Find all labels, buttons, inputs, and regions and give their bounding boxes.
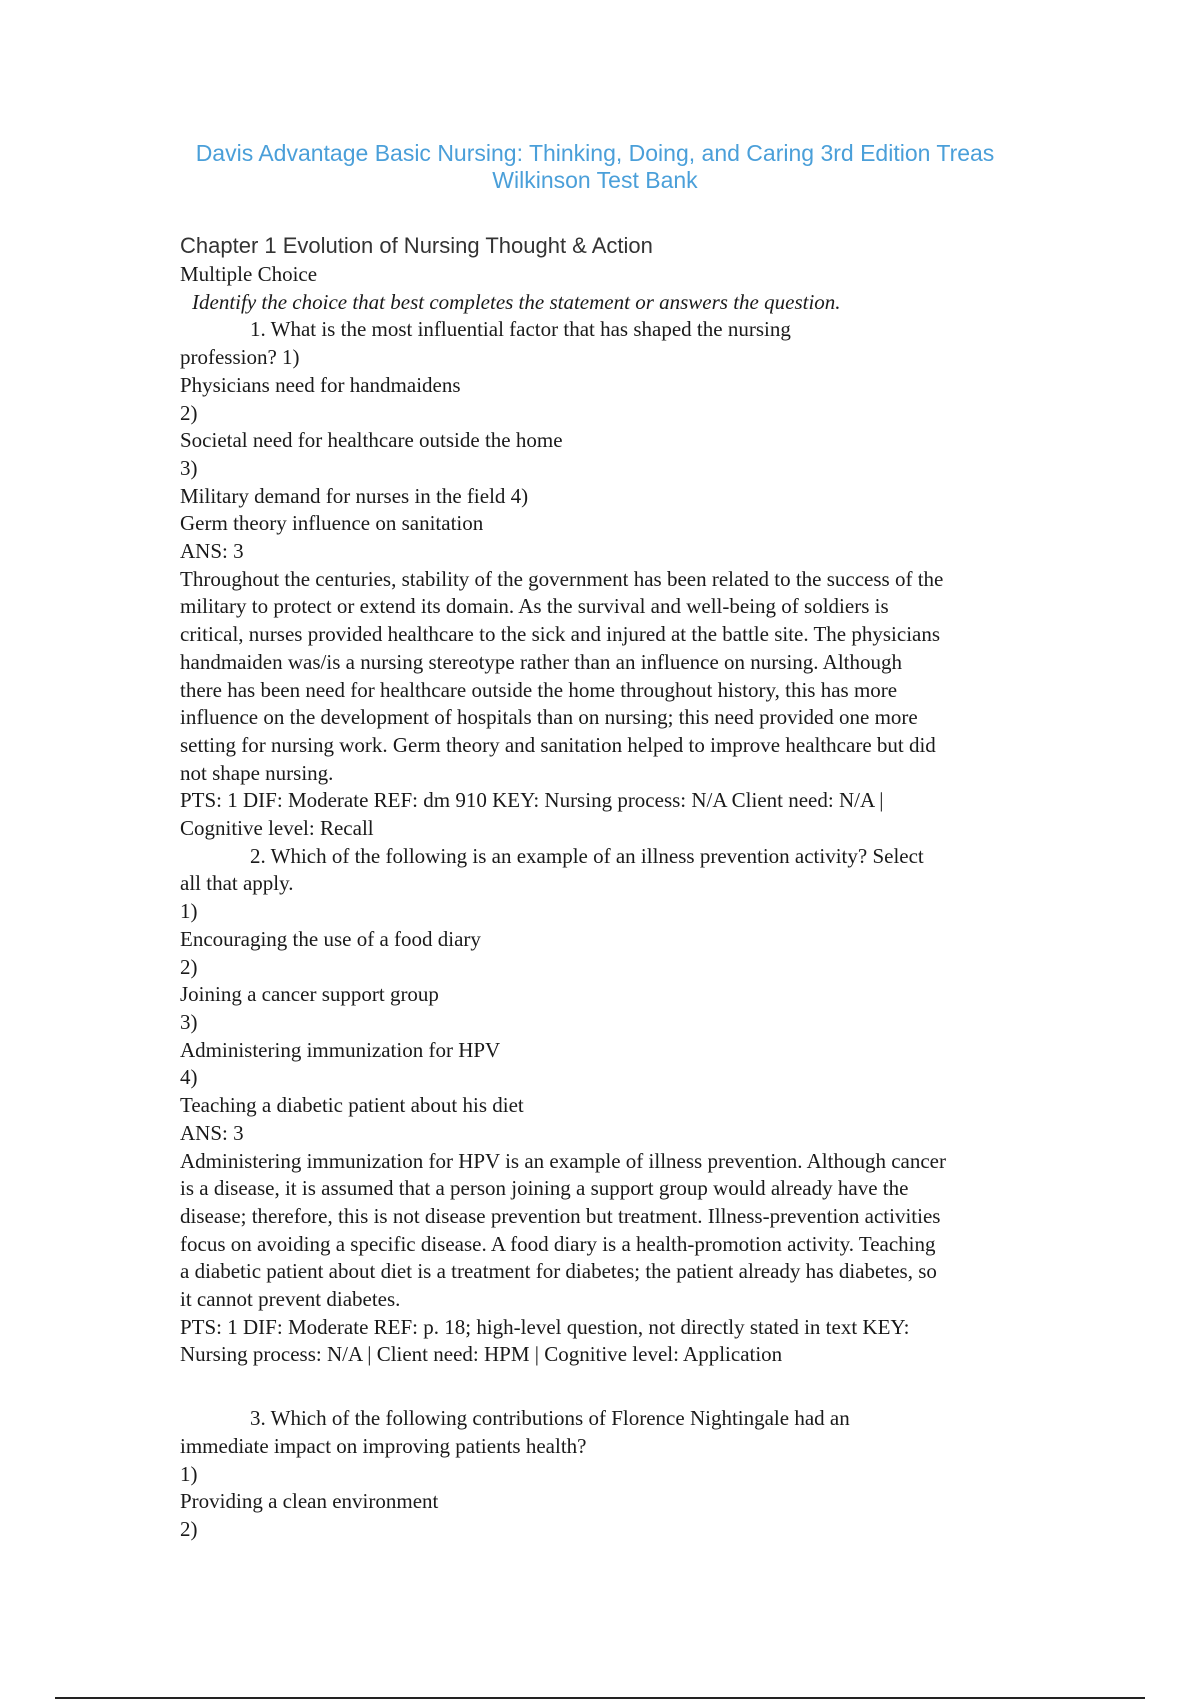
q1-option-2: Societal need for healthcare outside the home: [180, 428, 563, 453]
q1-option-1: Physicians need for handmaidens: [180, 372, 461, 397]
chapter-heading: Chapter 1 Evolution of Nursing Thought & Action: [180, 233, 653, 258]
q2-rationale-line: it cannot prevent diabetes.: [180, 1287, 401, 1312]
q3-option-1-number: 1): [180, 1461, 198, 1486]
q2-rationale-line: focus on avoiding a specific disease. A food diary is a health-promotion activity. Teaching: [180, 1231, 936, 1256]
q1-rationale-line: Throughout the centuries, stability of the government has been related to the success of the: [180, 566, 944, 591]
q2-option-3-number: 3): [180, 1009, 198, 1034]
q2-option-1-number: 1): [180, 899, 198, 924]
document-body: [180, 231, 1060, 1544]
instructions: Identify the choice that best completes the statement or answers the question.: [192, 289, 841, 314]
question-2: [180, 843, 1060, 1369]
q1-stem-line-2: profession? 1): [180, 345, 300, 370]
title-line-1: Davis Advantage Basic Nursing: Thinking, Doing, and Caring 3rd Edition Treas: [195, 140, 995, 166]
document-title: [150, 140, 1040, 194]
section-heading: Multiple Choice: [180, 262, 318, 286]
question-3: [180, 1405, 1060, 1544]
q1-answer: ANS: 3: [180, 539, 244, 564]
q2-rationale-line: disease; therefore, this is not disease prevention but treatment. Illness-prevention activities: [180, 1203, 941, 1228]
q1-rationale-line: not shape nursing.: [180, 760, 334, 785]
q2-rationale-line: a diabetic patient about diet is a treatment for diabetes; the patient already has diabetes, so: [180, 1259, 937, 1284]
q2-stem-line-1: 2. Which of the following is an example of an illness prevention activity? Select: [250, 843, 924, 868]
q2-option-1: Encouraging the use of a food diary: [180, 926, 481, 951]
q1-rationale-line: critical, nurses provided healthcare to the sick and injured at the battle site. The physicians: [180, 622, 941, 647]
q2-metadata-line-1: PTS: 1 DIF: Moderate REF: p. 18; high-level question, not directly stated in text KEY:: [180, 1314, 910, 1339]
q1-rationale-line: influence on the development of hospitals than on nursing; this need provided one more: [180, 705, 918, 730]
q2-option-2: Joining a cancer support group: [180, 982, 439, 1007]
q3-option-2-number: 2): [180, 1516, 198, 1541]
q1-option-4: Germ theory influence on sanitation: [180, 511, 484, 536]
q1-rationale-line: setting for nursing work. Germ theory and sanitation helped to improve healthcare but did: [180, 732, 936, 757]
q1-option-3: Military demand for nurses in the field 4): [180, 483, 529, 508]
q2-rationale-line: Administering immunization for HPV is an example of illness prevention. Although cancer: [180, 1148, 946, 1173]
footer-divider: [55, 1697, 1145, 1699]
question-1: [180, 316, 1060, 842]
q3-option-1: Providing a clean environment: [180, 1489, 439, 1514]
q1-option-2-number: 2): [180, 400, 198, 425]
q2-option-3: Administering immunization for HPV: [180, 1037, 501, 1062]
q2-option-4: Teaching a diabetic patient about his diet: [180, 1093, 524, 1118]
q2-metadata-line-2: Nursing process: N/A | Client need: HPM | Cognitive level: Application: [180, 1342, 783, 1367]
q1-rationale-line: handmaiden was/is a nursing stereotype rather than an influence on nursing. Although: [180, 649, 902, 674]
q2-stem-line-2: all that apply.: [180, 871, 294, 896]
q3-stem-line-1: 3. Which of the following contributions of Florence Nightingale had an: [250, 1406, 850, 1431]
title-line-2: Wilkinson Test Bank: [492, 167, 698, 193]
q1-metadata-line-2: Cognitive level: Recall: [180, 816, 374, 841]
q3-stem-line-2: immediate impact on improving patients health?: [180, 1433, 587, 1458]
spacer: [180, 1369, 1060, 1405]
q2-option-2-number: 2): [180, 954, 198, 979]
q2-answer: ANS: 3: [180, 1120, 244, 1145]
q1-rationale-line: military to protect or extend its domain. As the survival and well-being of soldiers is: [180, 594, 889, 619]
q1-stem-line-1: 1. What is the most influential factor that has shaped the nursing: [250, 317, 791, 342]
q2-rationale-line: is a disease, it is assumed that a person joining a support group would already have the: [180, 1176, 909, 1201]
q1-rationale-line: there has been need for healthcare outside the home throughout history, this has more: [180, 677, 898, 702]
q1-metadata-line-1: PTS: 1 DIF: Moderate REF: dm 910 KEY: Nursing process: N/A Client need: N/A |: [180, 788, 884, 813]
q2-option-4-number: 4): [180, 1065, 198, 1090]
q1-option-3-number: 3): [180, 455, 198, 480]
